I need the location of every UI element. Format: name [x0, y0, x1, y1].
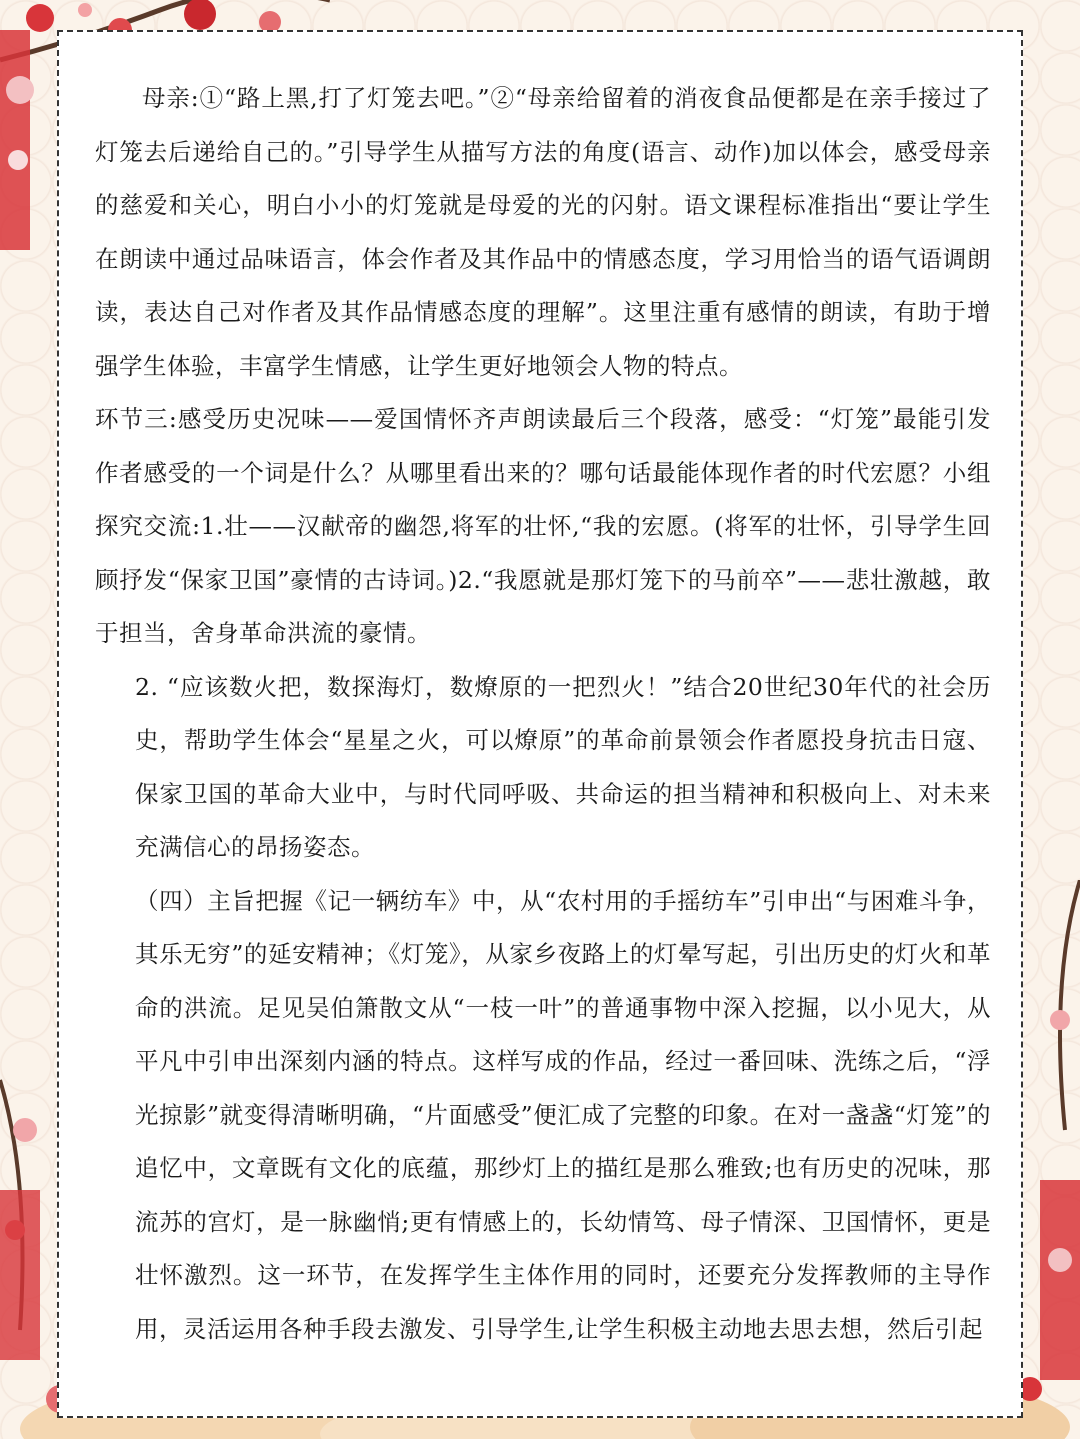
plum-branch-decoration-left: [0, 30, 60, 1439]
document-body: [95, 72, 991, 1356]
paragraph-theme-grasp: （四）主旨把握《记一辆纺车》中，从“农村用的手摇纺车”引申出“与困难斗争，其乐无穷”的延安精神；《灯笼》，从家乡夜路上的灯晕写起，引出历史的灯火和革命的洪流。足见吴伯箫散文从“一枝一叶”的普通事物中深入挖掘，以小见大，从平凡中引申出深刻内涵的特点。这样写成的作品，经过一番回味、洗练之后，“浮光掠影”就变得清晰明确，“片面感受”便汇成了完整的印象。在对一盏盏“灯笼”的追忆中，文章既有文化的底蕴，那纱灯上的描红是那么雅致;也有历史的况味，那流苏的宫灯，是一脉幽悄;更有情感上的，长幼情笃、母子情深、卫国情怀，更是壮怀激烈。这一环节，在发挥学生主体作用的同时，还要充分发挥教师的主导作用，灵活运用各种手段去激发、引导学生,让学生积极主动地去思去想，然后引起: [135, 886, 991, 1343]
paragraph-point-two: 2. “应该数火把，数探海灯，数燎原的一把烈火！”结合20世纪30年代的社会历史，帮助学生体会“星星之火，可以燎原”的革命前景领会作者愿投身抗击日寇、保家卫国的革命大业中，与时代同呼吸、共命运的担当精神和积极向上、对未来充满信心的昂扬姿态。: [135, 672, 991, 861]
paragraph-mother-quotes: 母亲:①“路上黑,打了灯笼去吧。”②“母亲给留着的消夜食品便都是在亲手接过了灯笼去后递给自己的。”引导学生从描写方法的角度(语言、动作)加以体会，感受母亲的慈爱和关心，明白小小的灯笼就是母爱的光的闪射。语文课程标准指出“要让学生在朗读中通过品味语言，体会作者及其作品中的情感态度，学习用恰当的语气语调朗读，表达自己对作者及其作品情感态度的理解”。这里注重有感情的朗读，有助于增强学生体验，丰富学生情感，让学生更好地领会人物的特点。: [95, 84, 991, 380]
document-page: [57, 30, 1023, 1418]
paragraph-section-three: 环节三:感受历史况味——爱国情怀齐声朗读最后三个段落，感受：“灯笼”最能引发作者感受的一个词是什么？从哪里看出来的？哪句话最能体现作者的时代宏愿？小组探究交流:1.壮——汉献帝的幽怨,将军的壮怀,“我的宏愿。(将军的壮怀，引导学生回顾抒发“保家卫国”豪情的古诗词。)2.“我愿就是那灯笼下的马前卒”——悲壮激越，敢于担当，舍身革命洪流的豪情。: [95, 405, 991, 647]
